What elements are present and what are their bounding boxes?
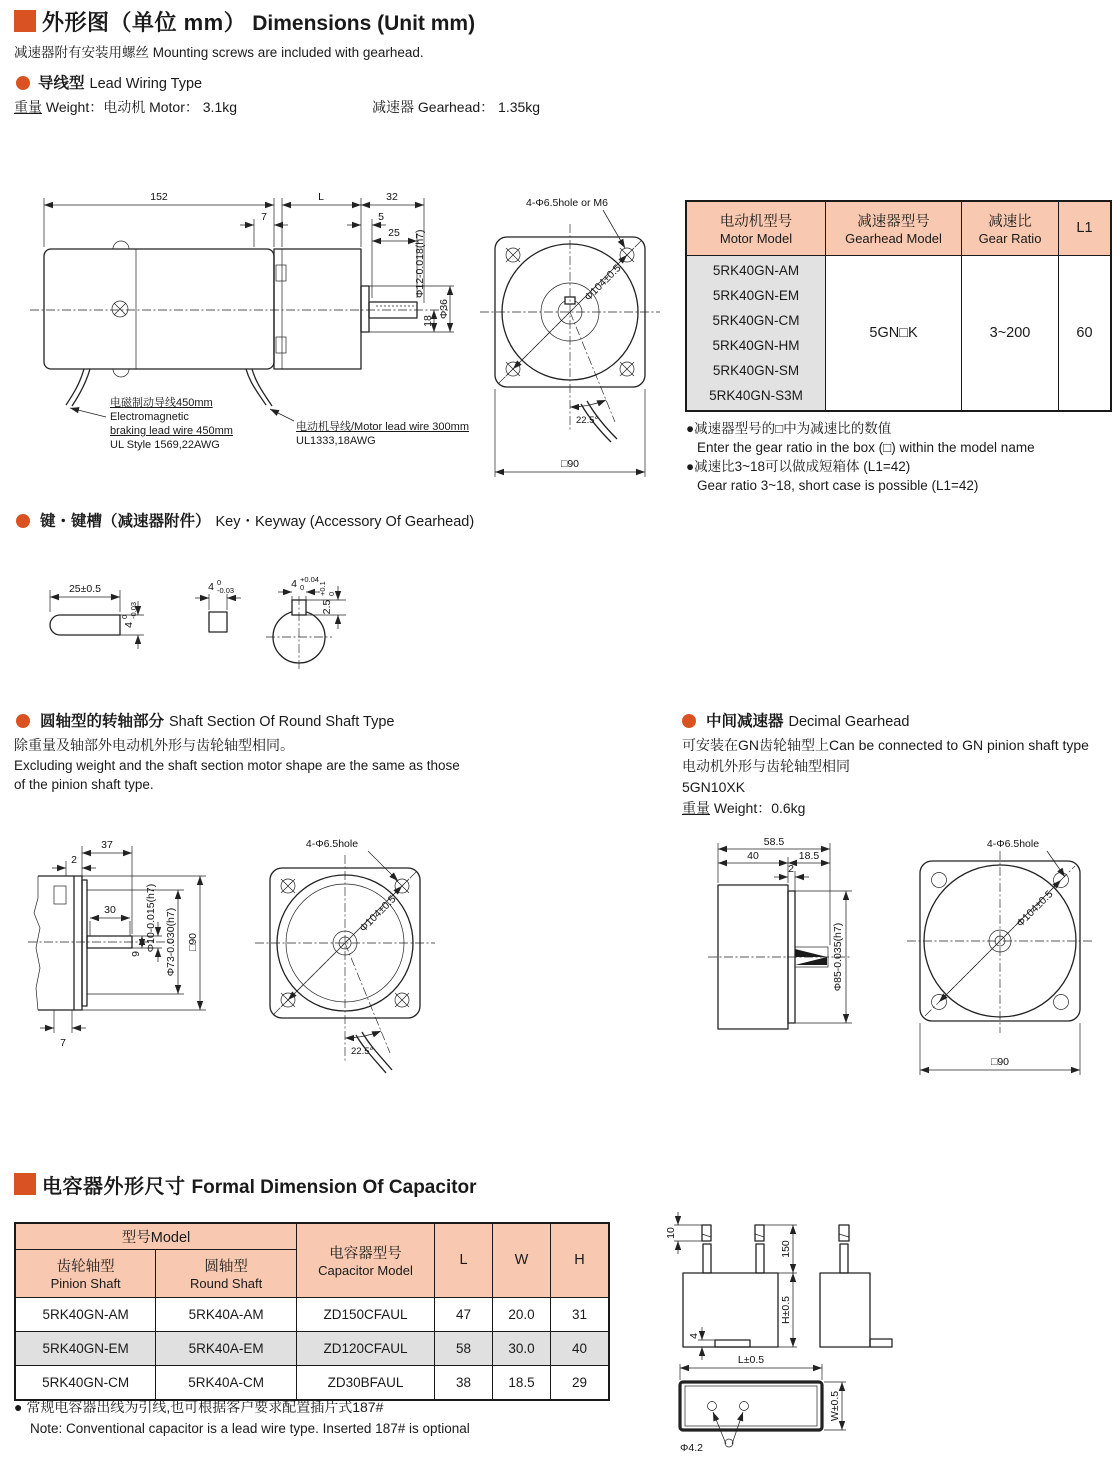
cell-l-1: 58: [435, 1331, 493, 1365]
section-marker-square: [14, 1173, 36, 1195]
motor-wire-label-1: 电动机导线/Motor lead wire 300mm: [296, 421, 469, 433]
decimal-weight-line: [682, 799, 805, 818]
gear-notes: [686, 420, 1116, 496]
key-profile: [50, 615, 120, 635]
page-title: [42, 6, 475, 37]
svg-text:2.5: 2.5: [321, 599, 333, 615]
col-header-round-en: Round Shaft: [189, 1276, 263, 1291]
gearhead-body: [274, 249, 361, 369]
weight-gearhead-line: [372, 98, 540, 117]
motor-model-cell: [686, 255, 826, 411]
dim-W: W±0.5: [829, 1390, 841, 1422]
col-header-capacitor-model: [297, 1223, 435, 1297]
col-header-L: L: [435, 1223, 493, 1297]
cell-round-0: 5RK40A-AM: [156, 1297, 297, 1331]
dim-holes-65: 4-Φ6.5hole: [305, 838, 359, 850]
cell-h-0: 31: [551, 1297, 610, 1331]
col-header-gear-ratio-cjk: 减速比: [988, 214, 1032, 231]
dim-104b: Φ104±0.5: [357, 893, 399, 935]
table-row: [15, 1297, 609, 1331]
capacitor-heading: [42, 1170, 477, 1199]
bullet-icon: [16, 714, 30, 728]
gear-ratio-cell: 3~200: [962, 255, 1059, 411]
round-shaft-heading-en: Shaft Section Of Round Shaft Type: [169, 714, 395, 730]
motor-wire-label: [296, 420, 469, 448]
cell-w-2: 18.5: [493, 1365, 551, 1400]
cell-cap-2: ZD30BFAUL: [297, 1365, 435, 1400]
dim-2b: 2: [788, 863, 794, 875]
page-subtitle-cjk: 减速器附有安装用螺丝: [14, 45, 149, 60]
motor-model-1: 5RK40GN-EM: [712, 287, 800, 303]
cell-round-2: 5RK40A-CM: [156, 1365, 297, 1400]
dim-10: 10: [665, 1227, 677, 1239]
col-header-motor-model-cjk: 电动机型号: [719, 214, 793, 231]
key-heading-en: Key・Keyway (Accessory Of Gearhead): [215, 514, 475, 530]
svg-text:4: 4: [123, 622, 135, 628]
weight-label: 重量: [14, 99, 42, 115]
dim-585: 58.5: [763, 836, 785, 848]
cell-h-2: 29: [551, 1365, 610, 1400]
motor-wire: [246, 369, 266, 405]
weight-line: [14, 98, 237, 117]
col-header-gearhead-model: [826, 201, 962, 255]
cell-w-0: 20.0: [493, 1297, 551, 1331]
dim-30: 30: [104, 904, 116, 916]
svg-text:0: 0: [120, 614, 129, 619]
dim-keyway-tol-top: +0.04: [300, 575, 319, 584]
motor-body: [44, 249, 274, 369]
dim-18: 18: [422, 315, 434, 327]
decimal-heading: [706, 709, 909, 731]
dim-L: L: [318, 191, 324, 203]
bullet-icon: [16, 514, 30, 528]
dim-square90: □90: [560, 458, 580, 470]
dim-37: 37: [101, 839, 113, 851]
lead-wiring-cjk: 导线型: [38, 75, 85, 92]
capacitor-side: [820, 1273, 870, 1347]
decimal-heading-en: Decimal Gearhead: [788, 714, 910, 730]
col-header-round-cjk: 圆轴型: [204, 1259, 248, 1275]
dim-40: 40: [747, 850, 759, 862]
front-view-drawing: [455, 192, 685, 492]
page-title-cjk: 外形图（单位 mm）: [42, 10, 247, 35]
cell-h-1: 40: [551, 1331, 610, 1365]
motor-model-2: 5RK40GN-CM: [712, 312, 800, 328]
l1-cell: 60: [1059, 255, 1112, 411]
cell-cap-0: ZD150CFAUL: [297, 1297, 435, 1331]
dim-150: 150: [780, 1240, 792, 1258]
key-section-heading: [40, 509, 474, 531]
dim-185: 18.5: [798, 850, 820, 862]
weight-gearhead-value: 减速器 Gearhead： 1.35kg: [372, 99, 541, 115]
brake-wire: [66, 369, 84, 405]
gear-note-1-cjk: ●减速器型号的□中为减速比的数值: [686, 421, 892, 436]
key-heading-cjk: 键・键槽（减速器附件）: [40, 513, 211, 530]
weight-motor-value: Weight：电动机 Motor： 3.1kg: [45, 99, 238, 115]
dim-key-length: 25±0.5: [68, 583, 102, 595]
dim-key2-tol-bot: -0.03: [217, 586, 235, 595]
cell-cap-1: ZD120CFAUL: [297, 1331, 435, 1365]
cell-pinion-0: 5RK40GN-AM: [15, 1297, 156, 1331]
section-marker-square: [14, 10, 36, 32]
round-shaft-desc-en1: Excluding weight and the shaft section motor shape are the same as those: [14, 758, 460, 773]
dim-square-90: □90: [187, 932, 199, 952]
svg-text:-0.03: -0.03: [129, 601, 138, 619]
col-header-gearhead-model-en: Gearhead Model: [845, 231, 942, 247]
col-header-pinion-cjk: 齿轮轴型: [56, 1259, 115, 1275]
dim-7b: 7: [60, 1037, 66, 1049]
brake-wire-label-3: braking lead wire 450mm: [110, 425, 233, 437]
brake-wire-label-1: 电磁制动导线450mm: [110, 397, 213, 409]
col-header-motor-model: [686, 201, 826, 255]
motor-model-3: 5RK40GN-HM: [712, 337, 800, 353]
round-shaft-side-drawing: [14, 828, 249, 1078]
dim-2: 2: [71, 854, 77, 866]
round-shaft-heading-cjk: 圆轴型的转轴部分: [40, 713, 165, 730]
flange-plate: [74, 876, 82, 1010]
gearhead-model-cell: 5GN□K: [826, 255, 962, 411]
round-shaft-desc-en2: of the pinion shaft type.: [14, 777, 154, 792]
dim-9: 9: [130, 951, 142, 957]
dim-H: H±0.5: [780, 1296, 792, 1324]
decimal-front-drawing: [895, 833, 1110, 1083]
motor-model-0: 5RK40GN-AM: [712, 262, 800, 278]
key-keyway-drawing: [14, 540, 514, 670]
page-subtitle: [14, 44, 424, 62]
dim-key2-tol-top: 0: [217, 578, 222, 587]
round-shaft-heading: [40, 709, 394, 731]
round-shaft-front-drawing: [240, 833, 465, 1078]
dim-key-height: [120, 602, 138, 628]
dim-keyway-w: 4: [291, 578, 297, 590]
gear-model-table: [685, 200, 1112, 412]
brake-wire-label-4: UL Style 1569,22AWG: [110, 439, 220, 451]
capacitor-bottom: [680, 1382, 822, 1430]
col-header-l1: L1: [1059, 201, 1112, 255]
motor-model-4: 5RK40GN-SM: [712, 362, 800, 378]
gear-note-1-en: Enter the gear ratio in the box (□) within the model name: [697, 439, 1035, 455]
brake-wire-label-2: Electromagnetic: [110, 411, 189, 423]
page-title-en: Dimensions (Unit mm): [252, 12, 476, 35]
table-row: [15, 1331, 609, 1365]
bullet-icon: [16, 76, 30, 90]
dim-104: Φ104±0.5: [582, 262, 624, 304]
capacitor-heading-cjk: 电容器外形尺寸: [42, 1176, 186, 1198]
col-header-gear-ratio-en: Gear Ratio: [978, 231, 1042, 247]
capacitor-table: [14, 1222, 610, 1401]
cell-w-1: 30.0: [493, 1331, 551, 1365]
dim-shaft-dia-10: Φ10-0.015(h7): [145, 883, 157, 953]
key-cross-section: [209, 612, 227, 632]
page-subtitle-en: Mounting screws are included with gearhead.: [152, 45, 424, 60]
capacitor-note-en: Note: Conventional capacitor is a lead wire type. Inserted 187# is optional: [30, 1421, 470, 1436]
decimal-line2: 电动机外形与齿轮轴型相同: [682, 758, 850, 774]
dim-shaft-dia: Φ12-0.018(h7): [414, 229, 426, 298]
gear-note-2-cjk: ●减速比3~18可以做成短箱体 (L1=42): [686, 458, 911, 474]
dim-42: Φ4.2: [680, 1442, 703, 1454]
dim-25: 25: [388, 227, 400, 239]
lead-wiring-en: Lead Wiring Type: [89, 76, 203, 92]
dim-angle: 22.5°: [576, 415, 599, 426]
col-header-W: W: [493, 1223, 551, 1297]
round-shaft-desc-cjk: 除重量及轴部外电动机外形与齿轮轴型相同。: [14, 737, 294, 753]
decimal-weight-label: 重量: [682, 800, 710, 816]
dim-32: 32: [386, 191, 398, 203]
col-header-pinion: [15, 1249, 156, 1297]
decimal-line1: 可安装在GN齿轮轴型上Can be connected to GN pinion shaft type: [682, 737, 1089, 753]
capacitor-drawing: [650, 1210, 1120, 1469]
dim-104c: Φ104±0.5: [1014, 888, 1056, 930]
dim-holes: 4-Φ6.5hole or M6: [526, 197, 608, 209]
brake-wire-label: [110, 396, 233, 452]
col-header-pinion-en: Pinion Shaft: [50, 1276, 121, 1291]
col-header-model: 型号Model: [15, 1223, 297, 1249]
dim-square-90b: □90: [990, 1056, 1010, 1068]
dim-boss-dia-73: Φ73-0.030(h7): [165, 907, 177, 977]
cell-l-0: 47: [435, 1297, 493, 1331]
pilot-boss: [361, 286, 369, 332]
decimal-line3: 5GN10XK: [682, 779, 746, 795]
decimal-heading-cjk: 中间减速器: [706, 713, 784, 730]
dim-keyway-depth: [318, 581, 336, 614]
cell-pinion-2: 5RK40GN-CM: [15, 1365, 156, 1400]
dim-angle-b: 22.5°: [351, 1046, 374, 1057]
dim-5: 5: [378, 211, 384, 223]
cell-round-1: 5RK40A-EM: [156, 1331, 297, 1365]
col-header-H: H: [551, 1223, 610, 1297]
dim-key2-w: 4: [208, 581, 214, 593]
lead-wiring-heading: [38, 71, 202, 93]
table-row: [15, 1365, 609, 1400]
motor-wire-label-2: UL1333,18AWG: [296, 435, 376, 447]
dim-L: L±0.5: [737, 1354, 765, 1366]
dim-85: Φ85-0.035(h7): [832, 922, 844, 992]
capacitor-note-cjk: ● 常规电容器出线为引线,也可根据客户要求配置插片式187#: [14, 1399, 384, 1415]
dim-36: Φ36: [438, 298, 450, 320]
dim-holes-65b: 4-Φ6.5hole: [986, 838, 1040, 850]
decimal-side-drawing: [690, 833, 895, 1073]
col-header-round: [156, 1249, 297, 1297]
cell-l-2: 38: [435, 1365, 493, 1400]
cell-pinion-1: 5RK40GN-EM: [15, 1331, 156, 1365]
dim-4: 4: [688, 1333, 700, 1339]
dim-7: 7: [261, 211, 267, 223]
dim-keyway-tol-bot: 0: [300, 583, 305, 592]
gear-note-2-en: Gear ratio 3~18, short case is possible (L1=42): [697, 477, 979, 493]
svg-text:+0.1: +0.1: [318, 581, 327, 596]
svg-text:0: 0: [327, 591, 336, 596]
capacitor-heading-en: Formal Dimension Of Capacitor: [191, 1177, 477, 1198]
bullet-icon: [682, 714, 696, 728]
col-header-capacitor-cjk: 电容器型号: [329, 1246, 402, 1263]
motor-model-5: 5RK40GN-S3M: [709, 387, 803, 403]
decimal-weight-value: Weight：0.6kg: [713, 800, 806, 816]
col-header-gear-ratio: [962, 201, 1059, 255]
dim-152: 152: [150, 191, 168, 203]
col-header-motor-model-en: Motor Model: [719, 231, 793, 247]
col-header-capacitor-en: Capacitor Model: [318, 1263, 413, 1279]
col-header-gearhead-model-cjk: 减速器型号: [857, 214, 930, 231]
